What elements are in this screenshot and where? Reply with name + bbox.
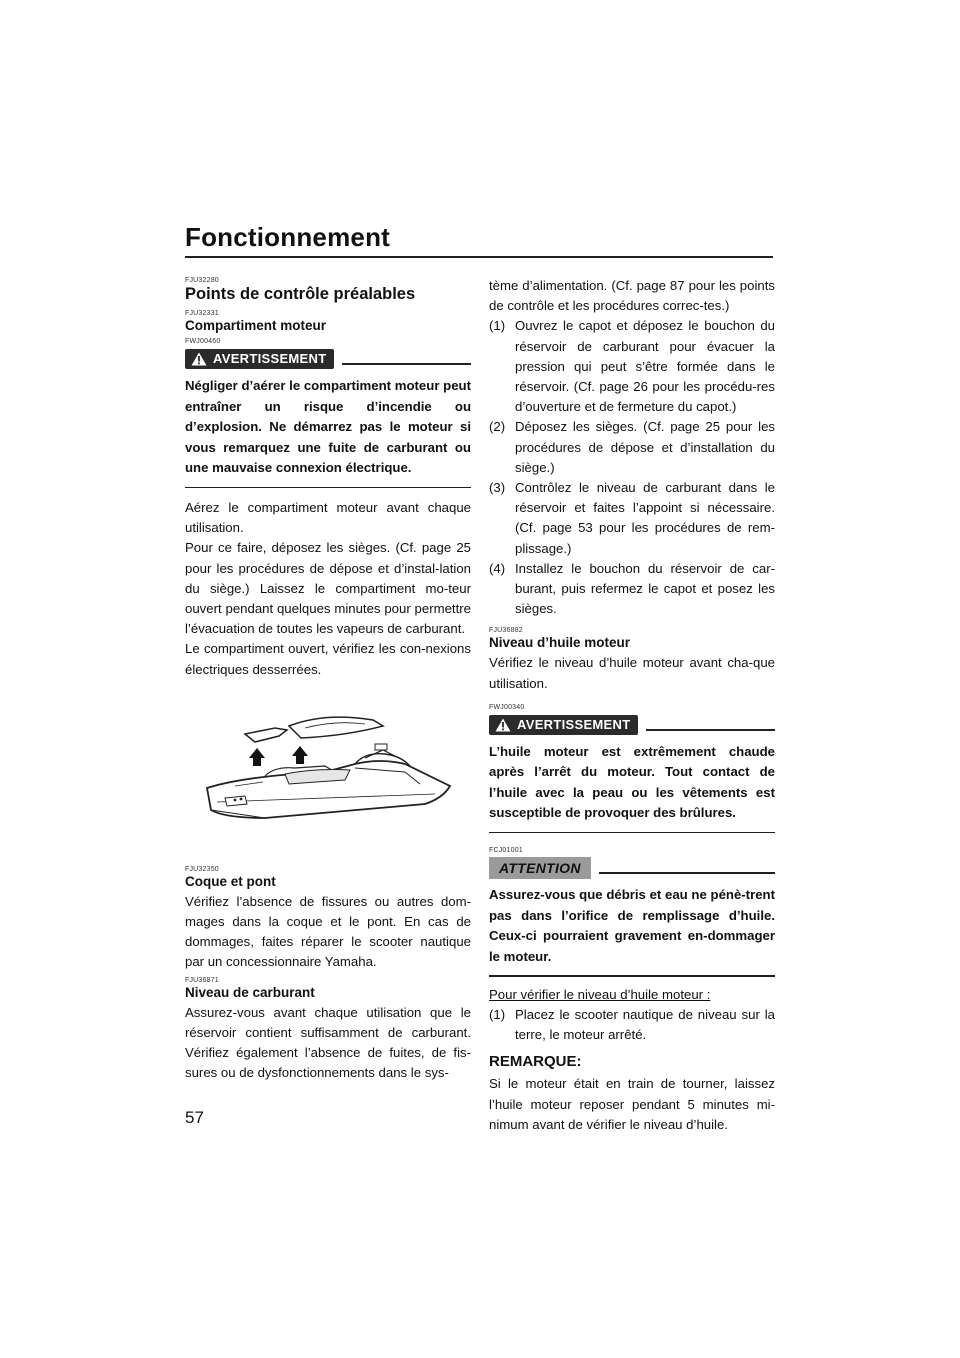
watercraft-figure [205, 706, 455, 846]
list-item: (2) Déposez les sièges. (Cf. page 25 pour les procédures de dépose et d’installation du siège.) [489, 419, 775, 475]
fuel-title: Niveau de carburant [185, 984, 315, 1000]
attention-badge: ATTENTION [489, 857, 591, 879]
warning-header [185, 348, 471, 370]
warning-badge [489, 715, 638, 735]
paragraph: Pour ce faire, déposez les sièges. (Cf. page 25 pour les procédures de dépose et d’instal-lation du siège.) Laissez le compartiment mo-teur ouvert pendant quelques minutes pour permettre l’évacuation de toutes les vapeurs de carburant. [185, 540, 471, 637]
warning-label: AVERTISSEMENT [517, 716, 631, 732]
list-item: (1) Ouvrez le capot et déposez le bouchon du réservoir de carburant pour évacuer la pression qui peut s’être formée dans le réservoir. (Cf. page 26 pour les procédu-res d’ouverture et de fermeture du capot.) [489, 318, 775, 415]
ref-code: FJU32331 [185, 310, 219, 317]
paragraph: Vérifiez l’absence de fissures ou autres dom-mages dans la coque et le pont. En cas de dommages, faites réparer le scooter nautique par un concessionnaire Yamaha. [185, 893, 471, 970]
page-title: Fonctionnement [185, 222, 391, 252]
ref-code: FJU36871 [185, 976, 219, 984]
warning-header [489, 714, 775, 736]
ref-code: FJU32350 [185, 865, 219, 873]
ref-code: FJU36882 [489, 627, 523, 635]
warning-triangle-icon [495, 718, 511, 732]
attention-header [489, 857, 775, 879]
page-number: 57 [185, 1108, 204, 1127]
paragraph: Assurez-vous avant chaque utilisation que le réservoir contient suffisamment de carburant. Vérifiez également l’absence de fuites, de fis-sures ou de dysfonctionnements dans le sys- [185, 1004, 471, 1081]
list-item: (3) Contrôlez le niveau de carburant dans le réservoir et faites l’appoint si nécessaire. (Cf. page 53 pour les procédures de rem-plissage.) [489, 480, 775, 556]
header-rule [185, 256, 773, 258]
left-column [185, 273, 471, 1083]
warning-box [489, 714, 775, 834]
ref-code: FWJ00460 [185, 338, 221, 345]
warning-rule [342, 363, 471, 365]
engine-compartment-title: Compartiment moteur [185, 318, 327, 333]
paragraph: tème d’alimentation. (Cf. page 87 pour les points de contrôle et les procédures correc-tes.) [489, 278, 775, 314]
warning-text: L’huile moteur est extrêmement chaude après l’arrêt du moteur. Tout contact de l’huile avec la peau ou les vêtements est susceptible de provoquer des brûlures. [489, 743, 775, 821]
paragraph: Aérez le compartiment moteur avant chaque utilisation. [185, 500, 471, 536]
warning-bottom-rule [185, 487, 471, 489]
paragraph: Si le moteur était en train de tourner, laissez l’huile moteur reposer pendant 5 minutes mi-nimum avant de vérifier le niveau d’huile. [489, 1076, 775, 1132]
ref-code: FWJ00340 [489, 703, 525, 711]
attention-bottom-rule [489, 975, 775, 977]
watercraft-illustration [205, 706, 455, 846]
warning-box [185, 348, 471, 488]
hull-title: Coque et pont [185, 873, 276, 889]
attention-text: Assurez-vous que débris et eau ne pénè-trent pas dans l’orifice de remplissage d’huile. Ceux-ci pourraient gravement en-dommager le moteur. [489, 887, 775, 964]
section-title: Points de contrôle préalables [185, 285, 416, 303]
paragraph: Vérifiez le niveau d’huile moteur avant cha-que utilisation. [489, 655, 775, 691]
fuel-steps-list [489, 316, 775, 619]
remarque-title: REMARQUE: [489, 1053, 582, 1071]
ref-code: FCJ01001 [489, 847, 523, 855]
attention-box [489, 857, 775, 977]
oil-title: Niveau d’huile moteur [489, 635, 631, 651]
check-heading: Pour vérifier le niveau d’huile moteur : [489, 986, 711, 1002]
oil-check-steps [489, 1005, 775, 1045]
right-column [489, 276, 775, 1135]
warning-rule [646, 729, 775, 731]
warning-triangle-icon [191, 352, 207, 366]
warning-badge [185, 349, 334, 369]
paragraph: Le compartiment ouvert, vérifiez les con-nexions électriques desserrées. [185, 641, 471, 677]
ref-code: FJU32280 [185, 277, 219, 284]
attention-rule [599, 872, 775, 874]
warning-bottom-rule [489, 832, 775, 834]
warning-label: AVERTISSEMENT [213, 351, 327, 366]
warning-text: Négliger d’aérer le compartiment moteur peut entraîner un risque d’incendie ou d’explosion. Ne démarrez pas le moteur si vous remarquez une fuite de carburant ou une mauvaise connexion électrique. [185, 378, 471, 475]
list-item: (4) Installez le bouchon du réservoir de car-burant, puis refermez le capot et posez les sièges. [489, 560, 775, 617]
list-item: (1) Placez le scooter nautique de niveau sur la terre, le moteur arrêté. [489, 1007, 775, 1043]
